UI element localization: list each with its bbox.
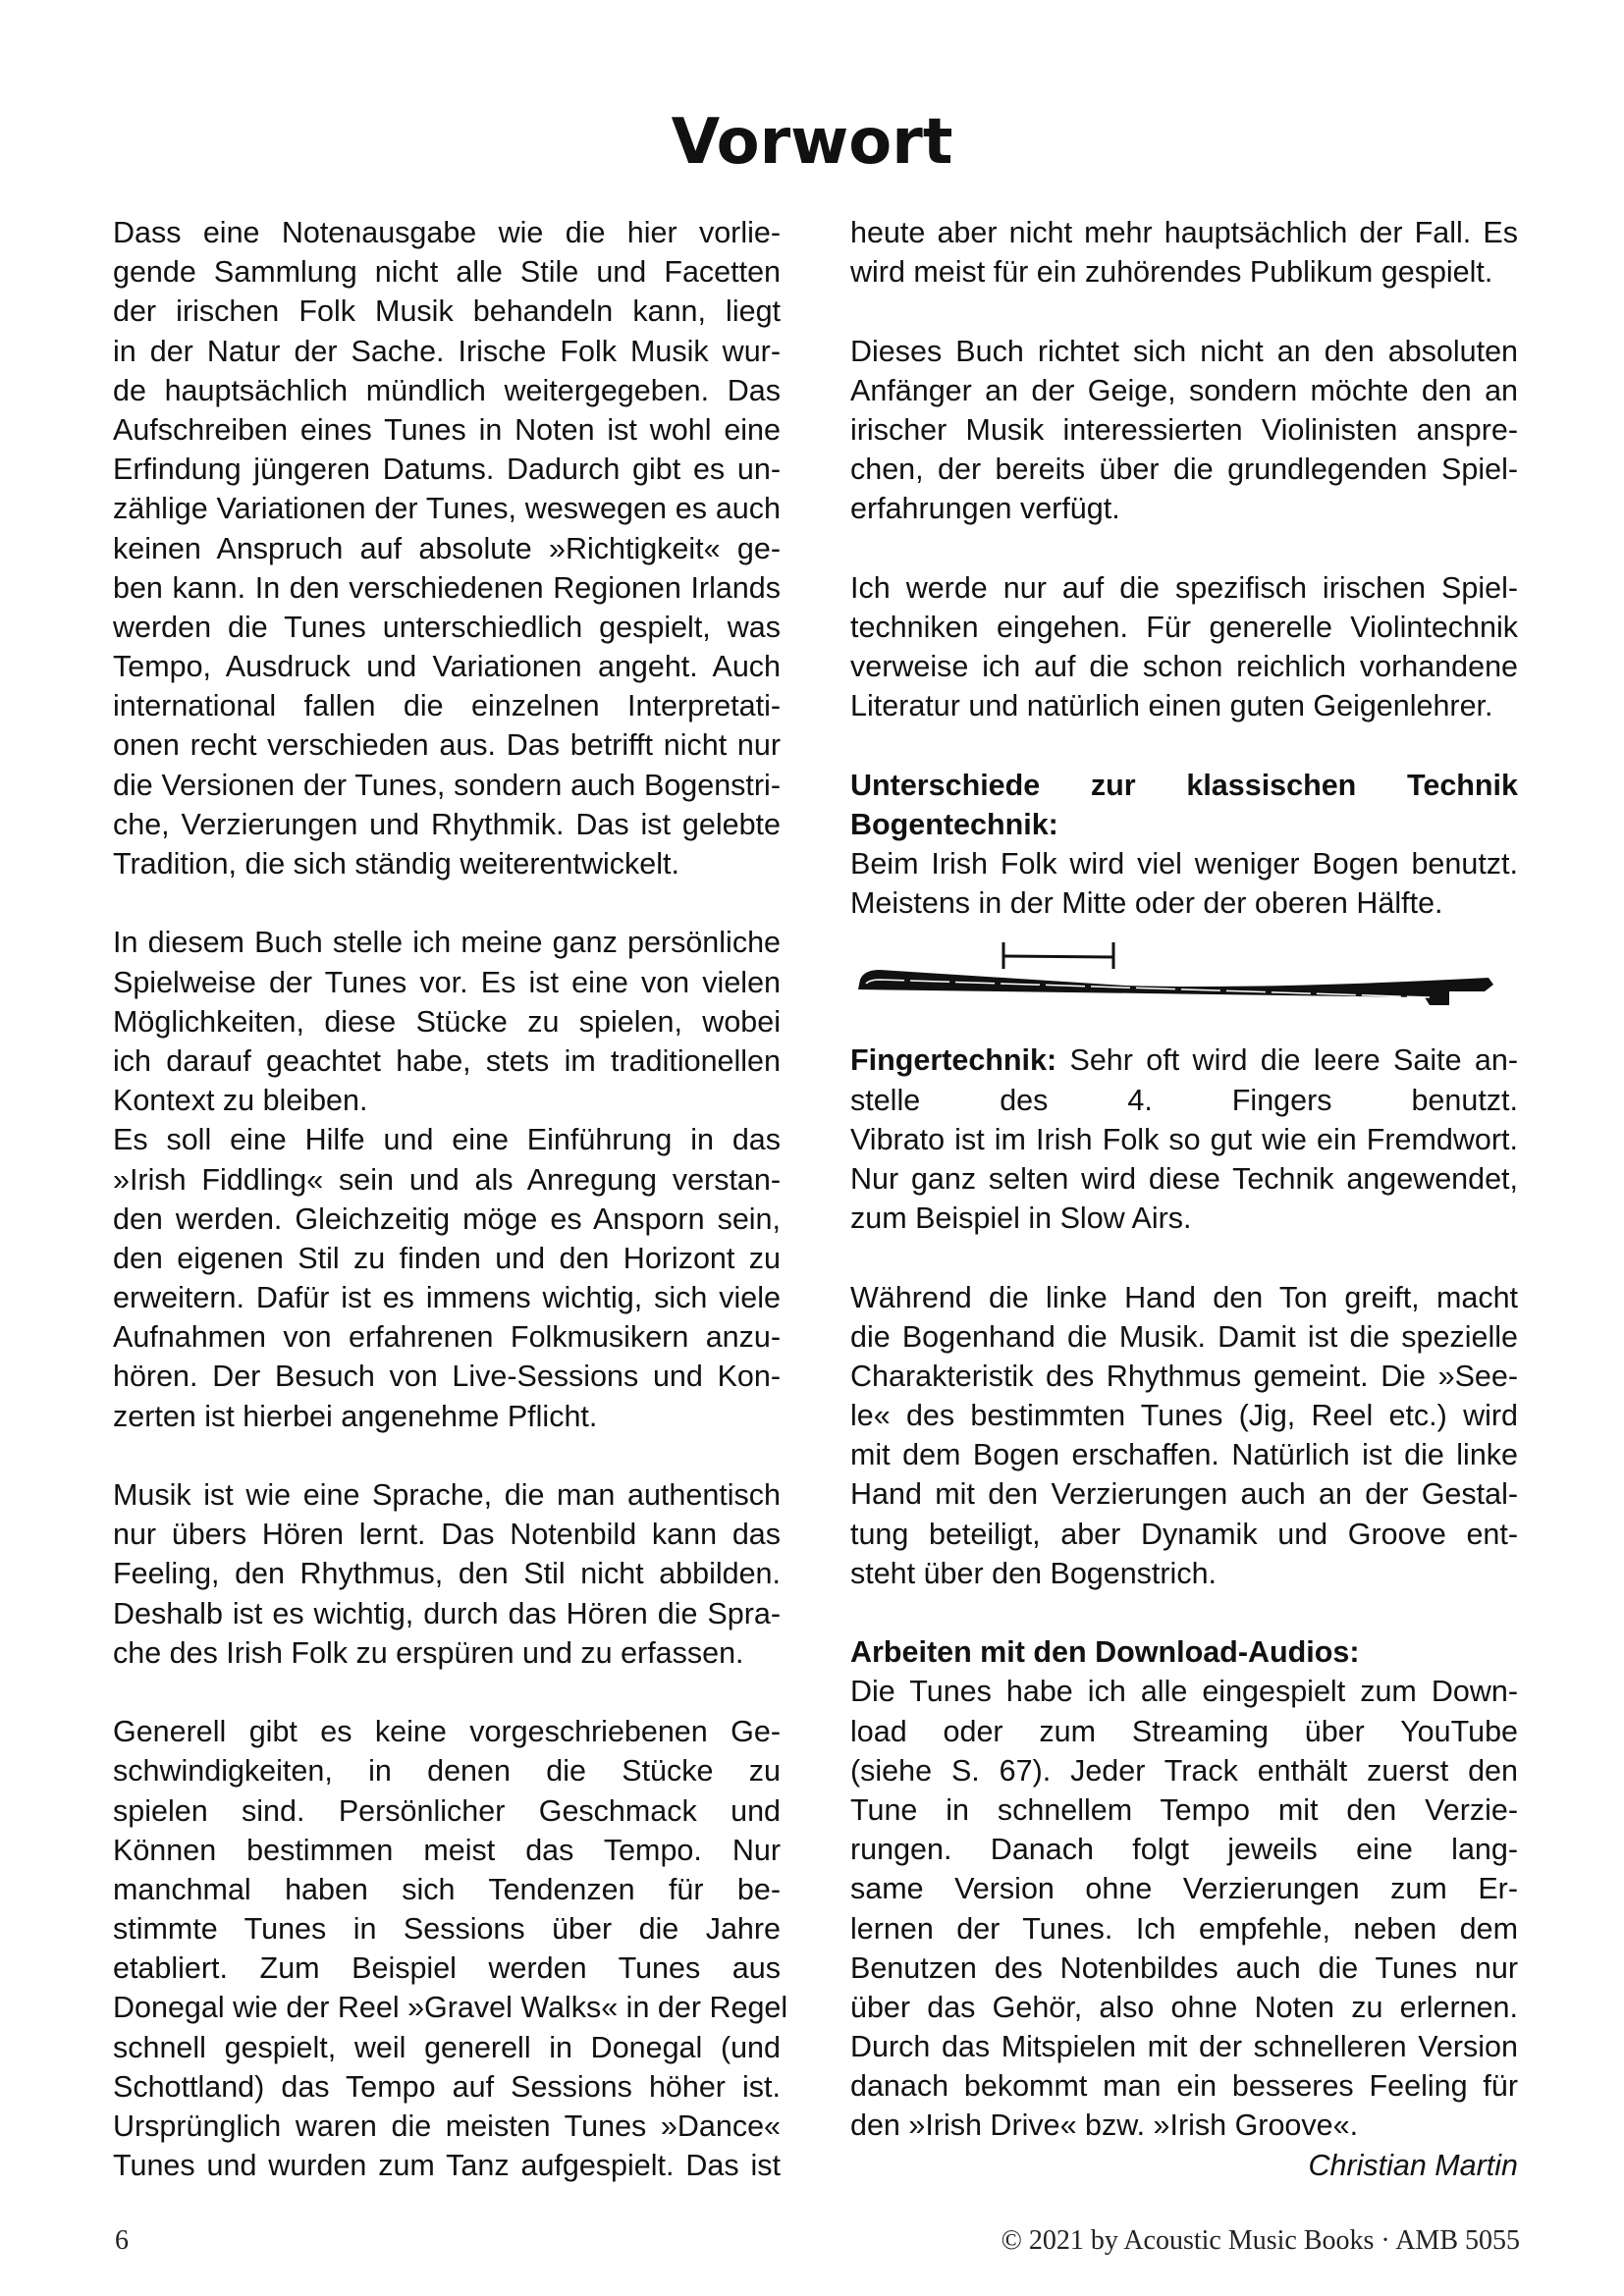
text-line: stimmte Tunes in Sessions über die Jahre	[113, 1912, 781, 1947]
left-column	[113, 213, 788, 2185]
text-line: Beim Irish Folk wird viel weniger Bogen benutzt.	[850, 847, 1518, 881]
text-line: onen recht verschieden aus. Das betrifft nicht nur	[113, 728, 781, 763]
text-line: steht über den Bogenstrich.	[850, 1556, 1218, 1590]
text-line: in der Natur der Sache. Irische Folk Musik wur-	[113, 334, 781, 368]
text-line: lernen der Tunes. Ich empfehle, neben dem	[850, 1911, 1518, 1946]
text-line: international fallen die einzelnen Interpretati-	[113, 689, 781, 723]
paragraph	[113, 1712, 788, 2185]
text-line: Während die linke Hand den Ton greift, macht	[850, 1280, 1518, 1314]
text-line: Deshalb ist es wichtig, durch das Hören die Spra-	[113, 1596, 781, 1630]
finger-technique-heading: Fingertechnik:	[850, 1043, 1057, 1078]
text-line: Tempo, Ausdruck und Variationen angeht. Auch	[113, 650, 781, 684]
text-line: gende Sammlung nicht alle Stile und Facetten	[113, 255, 781, 290]
text-line: den eigenen Stil zu finden und den Horizont zu	[113, 1241, 781, 1275]
text-line: (siehe S. 67). Jeder Track enthält zuerst den	[850, 1753, 1518, 1788]
text-line: Die Tunes habe ich alle eingespielt zum Down-	[850, 1675, 1518, 1709]
text-line: schwindigkeiten, in denen die Stücke zu	[113, 1754, 781, 1789]
text-line: Meistens in der Mitte oder der oberen Hälfte.	[850, 886, 1443, 921]
bow-range-marker	[1003, 942, 1113, 969]
text-line: ich darauf geachtet habe, stets im traditionellen	[113, 1043, 781, 1078]
text-line: zerten ist hierbei angenehme Pflicht.	[113, 1399, 598, 1433]
text-line: ben kann. In den verschiedenen Regionen Irlands	[113, 570, 781, 605]
paragraph-bow-hand	[850, 1278, 1518, 1594]
audio-heading: Arbeiten mit den Download-Audios:	[850, 1635, 1360, 1670]
text-line: hören. Der Besuch von Live-Sessions und Kon-	[113, 1360, 781, 1394]
text-line: In diesem Buch stelle ich meine ganz persönliche	[113, 926, 781, 960]
text-line: Schottland) das Tempo auf Sessions höher ist.	[113, 2069, 781, 2104]
text-line: Literatur und natürlich einen guten Geigenlehrer.	[850, 689, 1493, 723]
text-line: nur übers Hören lernt. Das Notenbild kann das	[113, 1518, 781, 1552]
text-line: che, Verzierungen und Rhythmik. Das ist gelebte	[113, 807, 781, 841]
text-line: wird meist für ein zuhörendes Publikum gespielt.	[850, 255, 1493, 290]
text-line: spielen sind. Persönlicher Geschmack und	[113, 1793, 781, 1828]
text-line: den werden. Gleichzeitig möge es Ansporn sein,	[113, 1201, 781, 1236]
text-line: mit dem Bogen erschaffen. Natürlich ist die linke	[850, 1438, 1518, 1472]
paragraph-continuation	[850, 213, 1518, 292]
text-line: Generell gibt es keine vorgeschriebenen Ge-	[113, 1715, 781, 1749]
violin-bow-icon	[850, 923, 1518, 1041]
text-line: Vibrato ist im Irish Folk so gut wie ein Fremdwort.	[850, 1122, 1518, 1156]
paragraph	[113, 213, 781, 883]
text-line: Charakteristik des Rhythmus gemeint. Die »See-	[850, 1359, 1518, 1393]
text-line: etabliert. Zum Beispiel werden Tunes aus	[113, 1951, 781, 1986]
paragraph-bow-technique	[850, 844, 1518, 923]
text-line: load oder zum Streaming über YouTube	[850, 1714, 1518, 1748]
text-line: che des Irish Folk zu erspüren und zu erfassen.	[113, 1635, 744, 1670]
text-line: danach bekommt man ein besseres Feeling für	[850, 2069, 1518, 2104]
text-line: Durch das Mitspielen mit der schnelleren Version	[850, 2030, 1518, 2064]
page-title: Vorwort	[671, 106, 953, 179]
text-line: Tradition, die sich ständig weiterentwickelt.	[113, 847, 679, 881]
text-line: techniken eingehen. Für generelle Violintechnik	[850, 610, 1518, 644]
paragraph	[113, 1120, 781, 1436]
text-line: heute aber nicht mehr hauptsächlich der Fall. Es	[850, 216, 1518, 249]
paragraph	[113, 923, 781, 1120]
text-line: Benutzen des Notenbildes auch die Tunes nur	[850, 1950, 1518, 1985]
text-line: die Bogenhand die Musik. Damit ist die spezielle	[850, 1319, 1518, 1354]
text-line: den »Irish Drive« bzw. »Irish Groove«.	[850, 2109, 1359, 2143]
text-line: Möglichkeiten, diese Stücke zu spielen, wobei	[113, 1004, 781, 1039]
text-line: Dass eine Notenausgabe wie die hier vorlie-	[113, 216, 781, 249]
text-line: der irischen Folk Musik behandeln kann, liegt	[113, 294, 781, 329]
text-line: Aufschreiben eines Tunes in Noten ist wohl eine	[113, 412, 781, 447]
text-line: Dieses Buch richtet sich nicht an den absoluten	[850, 334, 1518, 368]
text-line: rungen. Danach folgt jeweils eine lang-	[850, 1833, 1518, 1867]
text-line: werden die Tunes unterschiedlich gespielt, was	[113, 610, 781, 644]
text-line: Hand mit den Verzierungen auch an der Gestal-	[850, 1477, 1518, 1512]
text-line: Musik ist wie eine Sprache, die man authentisch	[113, 1478, 781, 1512]
text-line: erweitern. Dafür ist es immens wichtig, sich viele	[113, 1281, 781, 1315]
text-line: same Version ohne Verzierungen zum Er-	[850, 1872, 1518, 1906]
text-line: Können bestimmen meist das Tempo. Nur	[113, 1833, 781, 1867]
text-line: Nur ganz selten wird diese Technik angewendet,	[850, 1161, 1518, 1196]
text-line: keinen Anspruch auf absolute »Richtigkeit« ge-	[113, 531, 781, 565]
text-line: die Versionen der Tunes, sondern auch Bogenstri-	[113, 768, 781, 802]
differences-heading: Unterschiede zur klassischen Technik	[850, 768, 1518, 802]
text-line: le« des bestimmten Tunes (Jig, Reel etc.) wird	[850, 1399, 1518, 1433]
text-line: Aufnahmen von erfahrenen Folkmusikern anzu-	[113, 1320, 781, 1355]
text-line: schnell gespielt, weil generell in Donegal (und	[113, 2030, 781, 2064]
text-line: Feeling, den Rhythmus, den Stil nicht abbilden.	[113, 1557, 781, 1591]
text-line: verweise ich auf die schon reichlich vorhandene	[850, 650, 1518, 684]
text-line: »Irish Fiddling« sein und als Anregung verstan-	[113, 1162, 781, 1197]
text-line: zählige Variationen der Tunes, weswegen es auch	[113, 492, 781, 526]
bow-illustration	[850, 923, 1518, 1041]
text-line: Es soll eine Hilfe und eine Einführung in das	[113, 1123, 781, 1157]
text-line: über das Gehör, also ohne Noten zu erlernen.	[850, 1990, 1518, 2024]
paragraph-download-audios	[850, 1672, 1518, 2145]
text-line: zum Beispiel in Slow Airs.	[850, 1201, 1192, 1236]
text-line: Spielweise der Tunes vor. Es ist eine von vielen	[113, 965, 781, 999]
copyright-notice: © 2021 by Acoustic Music Books · AMB 5055	[1001, 2225, 1520, 2256]
page-number: 6	[115, 2225, 129, 2256]
text-line: Donegal wie der Reel »Gravel Walks« in der Regel	[113, 1991, 788, 2025]
paragraph-techniques	[850, 568, 1518, 726]
text-line: manchmal haben sich Tendenzen für be-	[113, 1872, 781, 1906]
paragraph-finger-technique	[850, 1081, 1518, 1239]
text-line: erfahrungen verfügt.	[850, 492, 1120, 526]
paragraph-audience	[850, 332, 1518, 529]
text-line: Anfänger an der Geige, sondern möchte den an	[850, 373, 1518, 407]
finger-technique-text: Sehr oft wird die leere Saite an-	[1069, 1043, 1518, 1078]
text-line: stelle des 4. Fingers benutzt.	[850, 1083, 1518, 1117]
author-signature: Christian Martin	[1308, 2148, 1518, 2182]
text-line: Tunes und wurden zum Tanz aufgespielt. Das ist	[113, 2149, 781, 2183]
text-line: tung beteiligt, aber Dynamik und Groove ent-	[850, 1517, 1518, 1551]
finger-technique-line	[850, 1041, 1518, 1080]
text-line: Tune in schnellem Tempo mit den Verzie-	[850, 1792, 1518, 1827]
text-line: irischer Musik interessierten Violinisten anspre-	[850, 412, 1518, 447]
text-line: chen, der bereits über die grundlegenden Spiel-	[850, 453, 1518, 487]
text-line: de hauptsächlich mündlich weitergegeben. Das	[113, 373, 781, 407]
text-line: Kontext zu bleiben.	[113, 1084, 368, 1118]
text-line: Ursprünglich waren die meisten Tunes »Dance«	[113, 2109, 781, 2143]
right-column	[850, 213, 1518, 2185]
text-line: Ich werde nur auf die spezifisch irischen Spiel-	[850, 570, 1518, 605]
bow-technique-heading: Bogentechnik:	[850, 807, 1058, 841]
paragraph	[113, 1475, 781, 1673]
text-line: Erfindung jüngeren Datums. Dadurch gibt es un-	[113, 453, 781, 487]
